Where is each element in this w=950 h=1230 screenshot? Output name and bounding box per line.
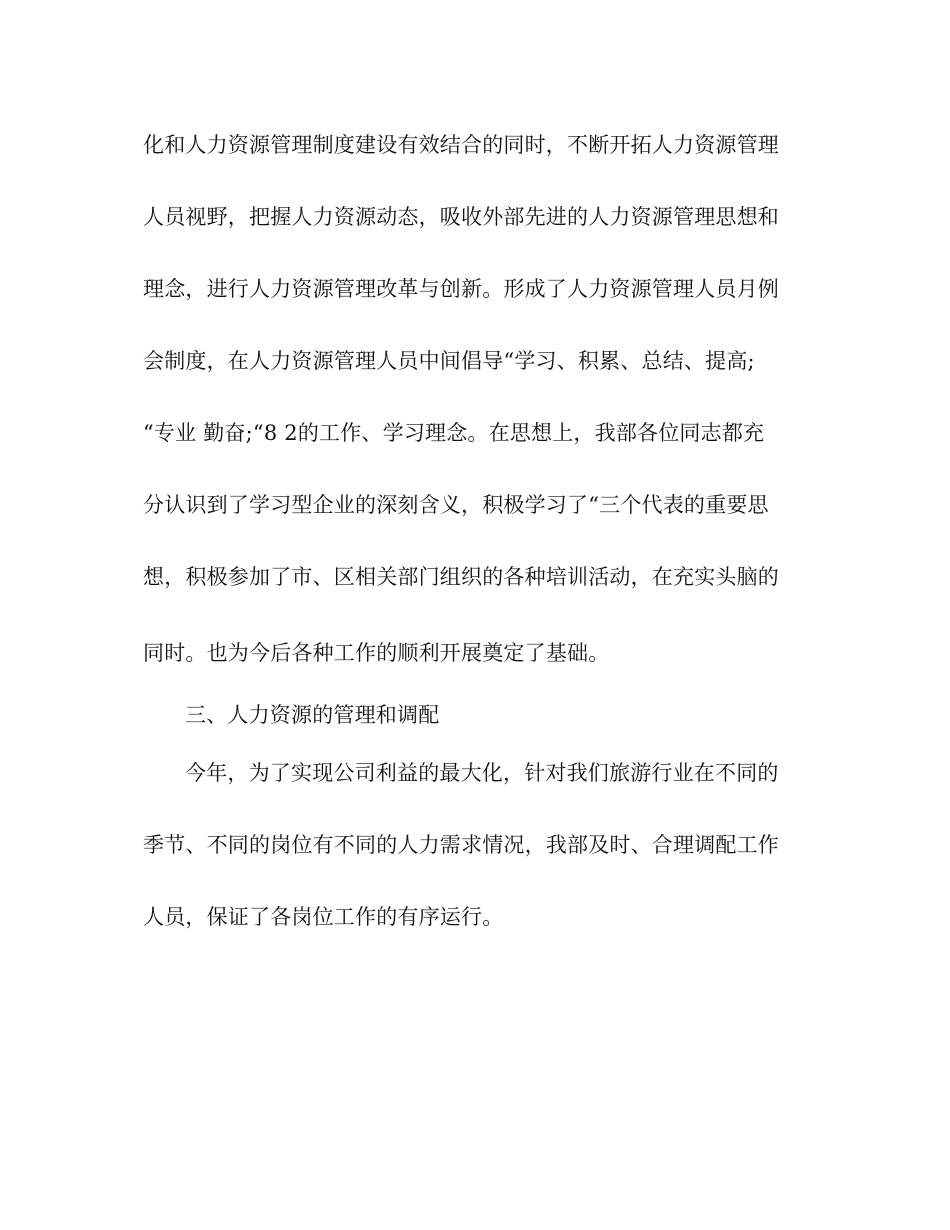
paragraph-2-line-2: 季节、不同的岗位有不同的人力需求情况，我部及时、合理调配工作	[143, 833, 779, 857]
paragraph-1-line-3: 理念，进行人力资源管理改革与创新。形成了人力资源管理人员月例	[143, 277, 779, 301]
paragraph-1-line-2: 人员视野，把握人力资源动态，吸收外部先进的人力资源管理思想和	[143, 205, 779, 229]
paragraph-1-line-6: 分认识到了学习型企业的深刻含义，积极学习了“三个代表的重要思	[143, 493, 769, 517]
paragraph-1-line-1: 化和人力资源管理制度建设有效结合的同时，不断开拓人力资源管理	[143, 133, 779, 157]
paragraph-1-line-8: 同时。也为今后各种工作的顺利开展奠定了基础。	[143, 641, 610, 665]
paragraph-1-line-4: 会制度，在人力资源管理人员中间倡导“学习、积累、总结、提高;	[143, 349, 755, 373]
paragraph-2-line-1: 今年，为了实现公司利益的最大化，针对我们旅游行业在不同的	[185, 761, 779, 785]
paragraph-1-line-5: “专业 勤奋;“8 2的工作、学习理念。在思想上，我部各位同志都充	[143, 421, 765, 445]
paragraph-2-line-3: 人员，保证了各岗位工作的有序运行。	[143, 905, 504, 929]
paragraph-1-line-7: 想，积极参加了市、区相关部门组织的各种培训活动，在充实头脑的	[143, 565, 779, 589]
section-heading: 三、人力资源的管理和调配	[185, 703, 440, 727]
